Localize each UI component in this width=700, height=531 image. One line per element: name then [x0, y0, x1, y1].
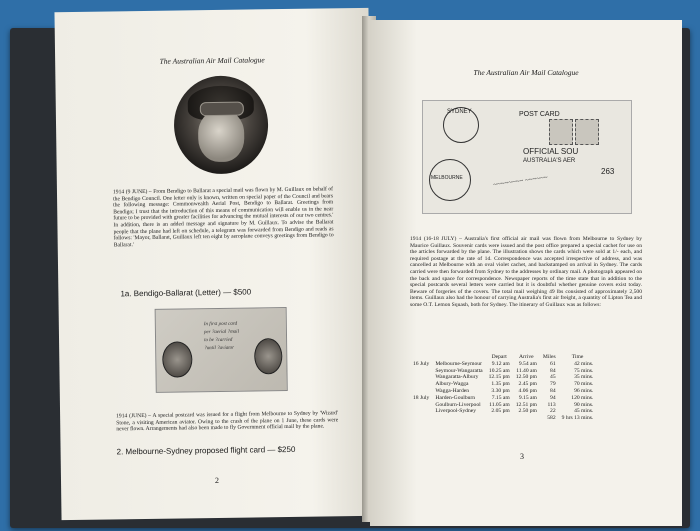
cell-arrive: 2.50 pm [518, 408, 537, 415]
handwritten-address: ~~~~~~~~ ~~~~~~ [492, 173, 549, 189]
cell-date: 16 July [413, 360, 430, 367]
col-arrive: Arrive [519, 354, 534, 360]
cell-depart: 1.35 pm [491, 381, 510, 388]
itinerary-table [410, 354, 596, 422]
cell-time: 70 mins. [574, 381, 594, 388]
cell-miles: 84 [550, 367, 556, 374]
cell-miles: 45 [550, 374, 556, 381]
cell-date [410, 368, 432, 375]
paragraph-wizard-stone: 1914 (JUNE) – A special postcard was issued for a flight from Melbourne to Sydney by 'Wizard' Stone, a visiting American aviator. Owing to the crash of the plane on 1 June, these cards were never flown. Arrangements had also been made to fly Government official mail by the plane. [116, 410, 339, 433]
official-souvenir-label: OFFICIAL SOU [523, 147, 579, 156]
australias-aerial-label: AUSTRALIA'S AER [523, 158, 576, 164]
itinerary-header-row [410, 354, 596, 361]
cell-time: 35 mins. [574, 374, 594, 381]
cover-number: 263 [601, 167, 615, 176]
cell-arrive: 9.15 am [518, 394, 537, 401]
post-card-label: POST CARD [519, 111, 560, 118]
left-page [54, 8, 375, 520]
cell-depart: 11.05 am [489, 401, 510, 408]
cell-time: 75 mins. [574, 367, 594, 374]
table-row [410, 374, 596, 381]
cell-arrive [513, 415, 540, 422]
table-row [410, 408, 596, 415]
stamp-2 [575, 119, 599, 145]
portrait-oval-right [254, 338, 282, 374]
cell-miles: 61 [550, 360, 556, 367]
cell-route: Melbourne-Seymour [435, 360, 482, 367]
portrait-oval-left [162, 341, 192, 377]
left-page-number: 2 [214, 475, 220, 486]
cell-miles-total: 582 [547, 415, 556, 422]
cell-time: 120 mins. [571, 394, 594, 401]
cell-arrive: 11.40 am [516, 367, 537, 374]
postcard-handwriting [204, 321, 239, 353]
cell-route: Harden-Goulburn [435, 394, 476, 401]
cell-date [410, 388, 432, 395]
cell-miles: 79 [550, 381, 556, 388]
stamp-1 [549, 119, 573, 145]
table-row [410, 388, 596, 395]
cell-arrive: 4.06 pm [518, 387, 537, 394]
cell-time: 96 mins. [574, 387, 594, 394]
cell-depart: 3.30 pm [491, 387, 510, 394]
cell-arrive: 2.45 pm [518, 381, 537, 388]
cell-arrive: 12.51 pm [515, 401, 537, 408]
caption-1a: 1a. Bendigo-Ballarat (Letter) — $500 [120, 287, 252, 299]
left-page-header: The Australian Air Mail Catalogue [159, 55, 265, 66]
table-row [410, 381, 596, 388]
cell-date [410, 402, 432, 409]
caption-2: 2. Melbourne-Sydney proposed flight card — $250 [116, 444, 296, 457]
cell-route: Wagga-Harden [435, 387, 470, 394]
table-row [410, 368, 596, 375]
cell-date: 18 July [413, 394, 430, 401]
aviator-face [198, 110, 245, 163]
cell-route: Wangaratta-Albury [435, 374, 479, 381]
right-page [370, 20, 682, 526]
cell-miles: 94 [550, 394, 556, 401]
paragraph-first-official-airmail: 1914 (16-18 JULY) – Australia's first official air mail was flown from Melbourne to Sydney by Maurice Guillaux. Souvenir cards were issued and the post office prepared a special cachet for use on the articles forwarded by the plane. The illustration shows the cards which were sold at 1/- each, and required postage at the rate of 1d. Correspondence was accepted irrespective of address, and was cancelled at Melbourne with an oval violet cachet, and backstamped on arrival in Sydney. The cards carried were then forwarded from Sydney to the addresses by ordinary mail. A photograph appeared on the back and space for correspondence. Newspaper reports of the time state that in addition to the special postcards several letters were carried but it is doubtful whether genuine covers exist today. Beware of forgeries of the covers. The total mail weighing 49 lbs consisted of approximately 2,500 items. Guillaux also had the honour of carrying Australia's first air freight, a quantity of Lipton Tea and some O.T. Lemon Squash, both for Sydney. The itinerary of Guillaux was as follows: [410, 236, 642, 308]
paragraph-bendigo-ballarat: 1914 (9 JUNE) – From Bendigo to Ballarat a special mail was flown by M. Guillaux on behalf of the Bendigo Council. One letter only is known, written on special paper of the Council and bears the following message: Commonwealth Aerial Post, Bendigo to Ballarat. Greetings from Bendigo; I trust that the introduction of this means of communication will enable us in the near future to be provided with greater facilities for advancing the mutual interests of our two centres.' In addition, there is an added message and signature by M. Guillaux. To advise the Ballarat people that the plane had left on schedule, a telegram was forwarded from Bendigo and reads as follows: 'Mayor, Ballarat, Guillaux left ten eight by aeroplane conveys greetings from Bendigo to Ballarat.' [112, 186, 334, 249]
cell-time-total: 9 hrs 13 mins. [561, 415, 594, 422]
right-page-number: 3 [520, 452, 524, 461]
col-depart: Depart [491, 354, 507, 360]
handwriting-line: to be ?carried [204, 337, 233, 344]
cell-depart: 10.25 am [488, 367, 510, 374]
official-airmail-cover-image [422, 100, 632, 214]
handwriting-line: ?until ?aviator [204, 345, 235, 352]
table-row [410, 361, 596, 368]
cell-arrive: 12.50 pm [515, 374, 537, 381]
goggles [200, 102, 244, 117]
cell-route: Liverpool-Sydney [435, 408, 477, 415]
table-row [410, 395, 596, 402]
cell-arrive: 9.54 am [518, 360, 537, 367]
cell-depart: 12.15 pm [488, 374, 510, 381]
cell-route: Albury-Wagga [435, 381, 469, 388]
cell-route: Seymour-Wangaratta [435, 367, 483, 374]
table-row [410, 402, 596, 409]
aviator-portrait-photo [173, 75, 268, 174]
cell-depart [486, 415, 513, 422]
cell-route: Goulburn-Liverpool [435, 401, 481, 408]
cell-route [432, 415, 485, 422]
table-row-total [410, 415, 596, 422]
cell-date [410, 408, 432, 415]
cell-time: 90 mins. [574, 401, 594, 408]
cell-depart: 7.15 am [491, 394, 510, 401]
right-page-header: The Australian Air Mail Catalogue [473, 68, 579, 77]
handwriting-line: In first post card [203, 321, 238, 328]
cell-time: 45 mins. [574, 408, 594, 415]
melbourne-sydney-postcard-image [155, 307, 288, 393]
col-miles: Miles [542, 354, 556, 360]
cell-date [410, 415, 432, 422]
handwriting-line: per ?aerial ?mail [203, 329, 239, 336]
cell-miles: 22 [550, 408, 556, 415]
cell-time: 42 mins. [574, 360, 594, 367]
cell-miles: 113 [547, 401, 556, 408]
cell-date [410, 381, 432, 388]
cell-depart: 9.12 am [491, 360, 510, 367]
col-time: Time [571, 354, 584, 360]
postmark-melbourne-label: MELBOURNE [431, 175, 463, 181]
cell-date [410, 374, 432, 381]
cell-miles: 84 [550, 387, 556, 394]
cell-depart: 2.05 pm [491, 408, 510, 415]
postmark-sydney-label: SYDNEY [447, 109, 472, 115]
